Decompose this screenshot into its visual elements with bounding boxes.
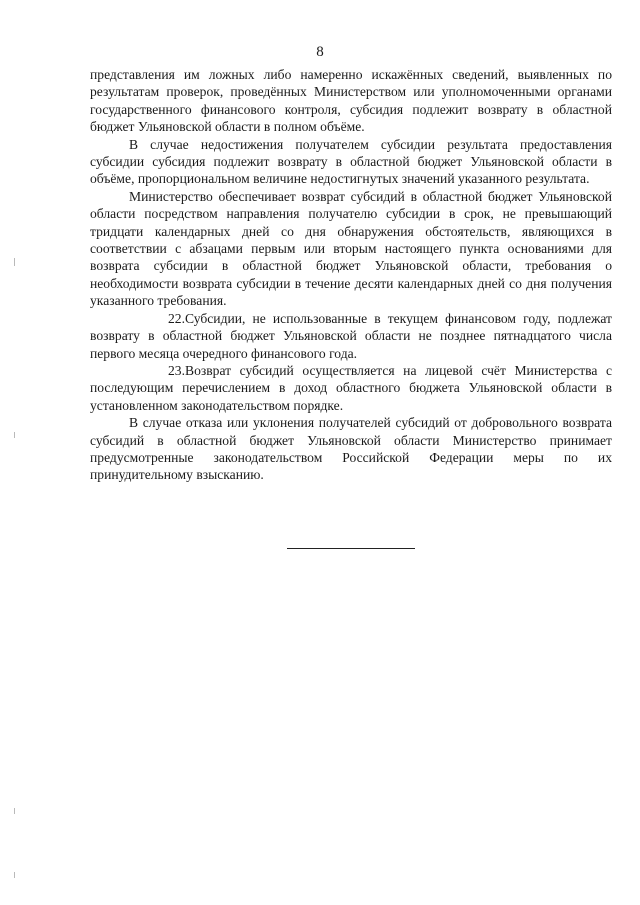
paragraph-continuation [90, 66, 612, 136]
paragraph-item-22 [90, 310, 612, 362]
paragraph-text: Министерство обеспечивает возврат субсидий в областной бюджет Ульяновской области посредством направления получателю субсидии в срок, не превышающий тридцати календарных дней со дня обнаружения обстоятельств, являющихся в соответствии с абзацами первым или вторым настоящего пункта основаниями для возврата субсидии в областной бюджет Ульяновской области, требования о необходимости возврата субсидии в течение десяти календарных дней со дня получения указанного требования. [90, 188, 612, 309]
scan-margin-mark [14, 872, 15, 878]
paragraph-text: В случае недостижения получателем субсидии результата предоставления субсидии субсидия подлежит возврату в областной бюджет Ульяновской области в объёме, пропорциональном величине недостигнутых значений указанного результата. [90, 136, 612, 187]
closing-divider-line [287, 548, 415, 549]
document-body [90, 66, 612, 484]
scan-margin-mark [14, 258, 15, 266]
paragraph-text: Возврат субсидий осуществляется на лицевой счёт Министерства с последующим перечислением в доход областного бюджета Ульяновской области в установленном законодательством порядке. [90, 362, 612, 413]
item-number: 23. [168, 362, 185, 378]
paragraph-text: В случае отказа или уклонения получателей субсидий от добровольного возврата субсидий в областной бюджет Ульяновской области Министерство принимает предусмотренные законодательством Российской Федерации меры по их принудительному взысканию. [90, 415, 612, 483]
item-number: 22. [168, 310, 185, 326]
paragraph-text: представления им ложных либо намеренно искажённых сведений, выявленных по результатам проверок, проведённых Министерством или уполномоченными органами государственного финансового контроля, субсидия подлежит возврату в областной бюджет Ульяновской области в полном объёме. [90, 67, 612, 135]
paragraph-return-procedure [90, 188, 612, 310]
paragraph-refusal [90, 414, 612, 484]
scan-margin-mark [14, 808, 15, 814]
page-number: 8 [316, 44, 324, 60]
scan-margin-mark [14, 432, 15, 438]
paragraph-text: Субсидии, не использованные в текущем финансовом году, подлежат возврату в областной бюджет Ульяновской области не позднее пятнадцатого числа первого месяца очередного финансового года. [90, 310, 612, 361]
paragraph-item-23 [90, 362, 612, 414]
paragraph-underachievement [90, 136, 612, 188]
